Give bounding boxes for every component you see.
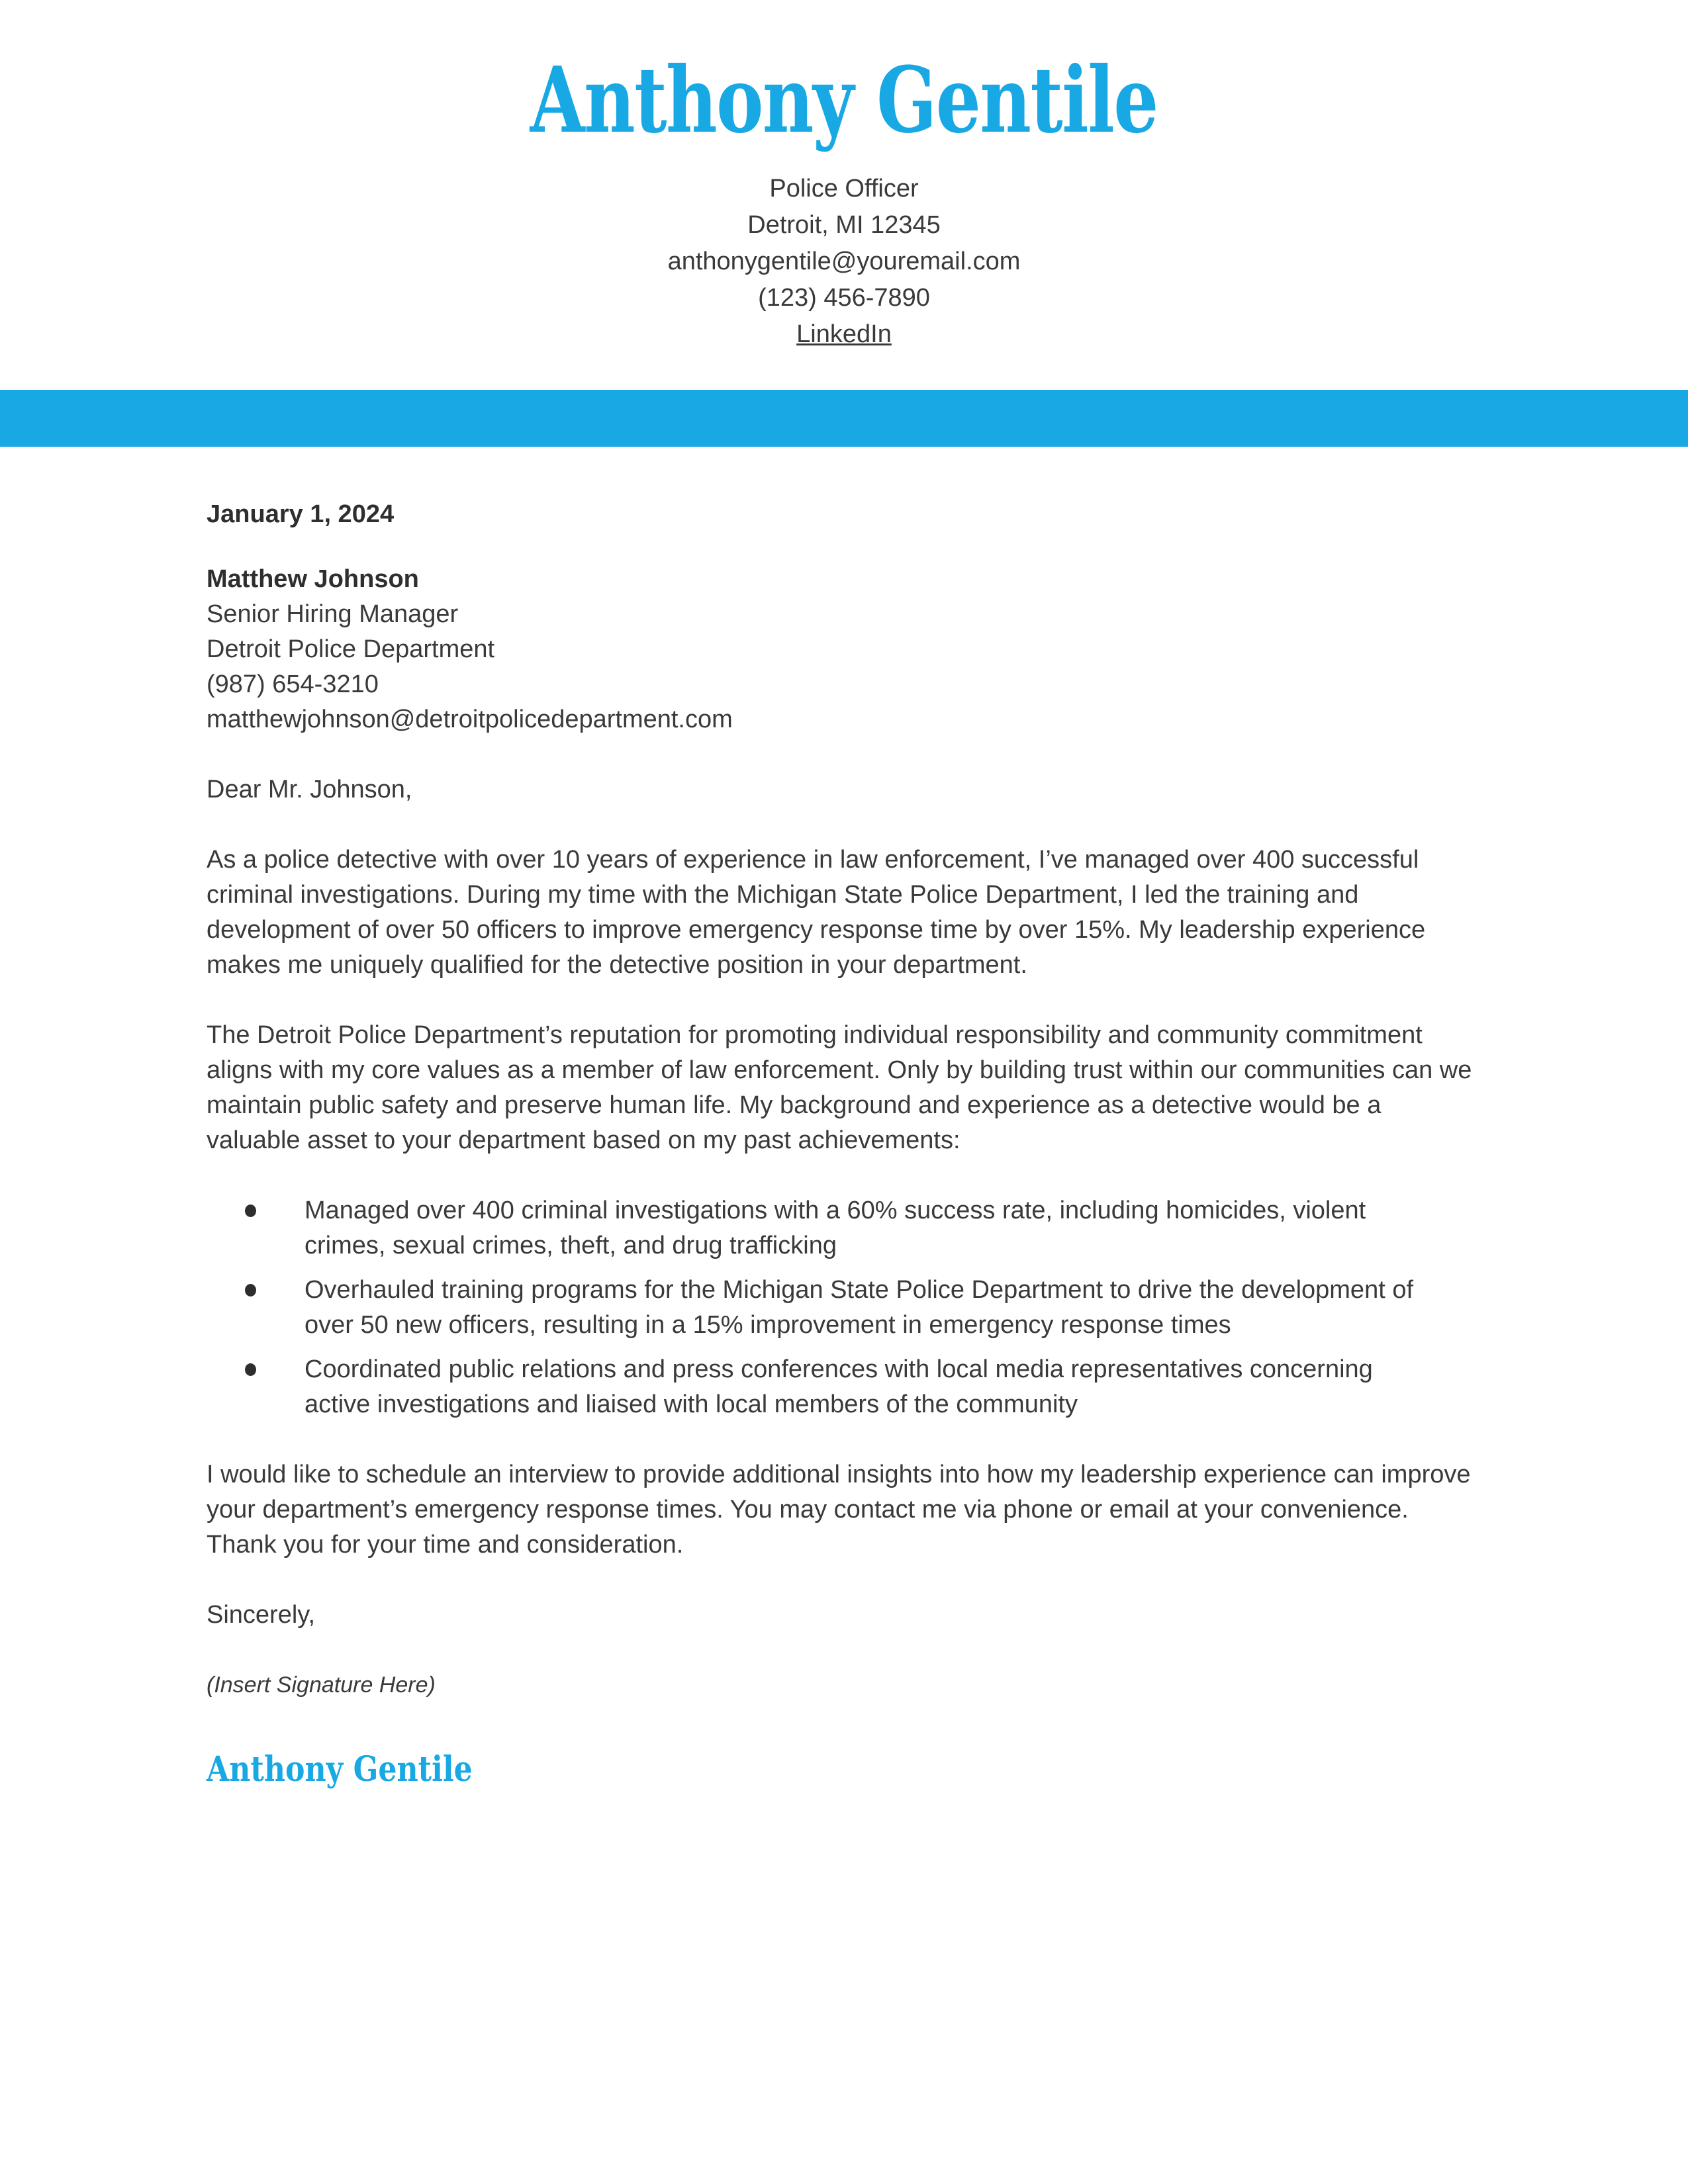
letter-header — [0, 0, 1688, 353]
valediction: Sincerely, — [207, 1600, 316, 1629]
signature-placeholder: (Insert Signature Here) — [207, 1672, 436, 1698]
contact-job-title: Police Officer — [769, 174, 919, 203]
contact-phone: (123) 456-7890 — [758, 283, 930, 312]
body-paragraph-2: The Detroit Police Department’s reputation for promoting individual responsibility and community commitment aligns with my core values as a member of law enforcement. Only by building trust within our communities can we maintain public safety and preserve human life. My background and experience as a detective would be a valuable asset to your department based on my past achievements: — [207, 1021, 1472, 1154]
recipient-email: matthewjohnson@detroitpolicedepartment.com — [207, 705, 733, 733]
closing-paragraph: I would like to schedule an interview to provide additional insights into how my leadership experience can improve your department’s emergency response times. You may contact me via phone or email at your convenience. Thank you for your time and consideration. — [207, 1460, 1471, 1559]
recipient-title: Senior Hiring Manager — [207, 600, 459, 628]
recipient-block — [207, 562, 1481, 737]
linkedin-link[interactable]: LinkedIn — [796, 320, 892, 348]
contact-location: Detroit, MI 12345 — [747, 210, 941, 239]
recipient-name: Matthew Johnson — [207, 565, 419, 593]
contact-email: anthonygentile@youremail.com — [667, 247, 1021, 275]
signature-name: Anthony Gentile — [207, 1749, 473, 1790]
letter-date: January 1, 2024 — [207, 500, 395, 528]
page-title: Anthony Gentile — [530, 47, 1158, 154]
letter-body — [0, 447, 1688, 1791]
accent-divider-bar — [0, 390, 1688, 447]
body-paragraph-1: As a police detective with over 10 years of experience in law enforcement, I’ve managed over 400 successful criminal investigations. During my time with the Michigan State Police Department, I led the training and development of over 50 officers to improve emergency response time by over 15%. My leadership experience makes me uniquely qualified for the detective position in your department. — [207, 845, 1426, 979]
achievements-list — [207, 1193, 1481, 1422]
recipient-organization: Detroit Police Department — [207, 635, 495, 663]
achievement-item-3: Coordinated public relations and press conferences with local media representatives concerning active investigations and liaised with local members of the community — [305, 1352, 1481, 1422]
achievement-item-1: Managed over 400 criminal investigations with a 60% success rate, including homicides, violent crimes, sexual crimes, theft, and drug trafficking — [305, 1193, 1481, 1263]
recipient-phone: (987) 654-3210 — [207, 670, 379, 698]
achievement-item-2: Overhauled training programs for the Michigan State Police Department to drive the development of over 50 new officers, resulting in a 15% improvement in emergency response times — [305, 1273, 1481, 1343]
contact-block — [0, 171, 1688, 353]
salutation: Dear Mr. Johnson, — [207, 775, 412, 803]
